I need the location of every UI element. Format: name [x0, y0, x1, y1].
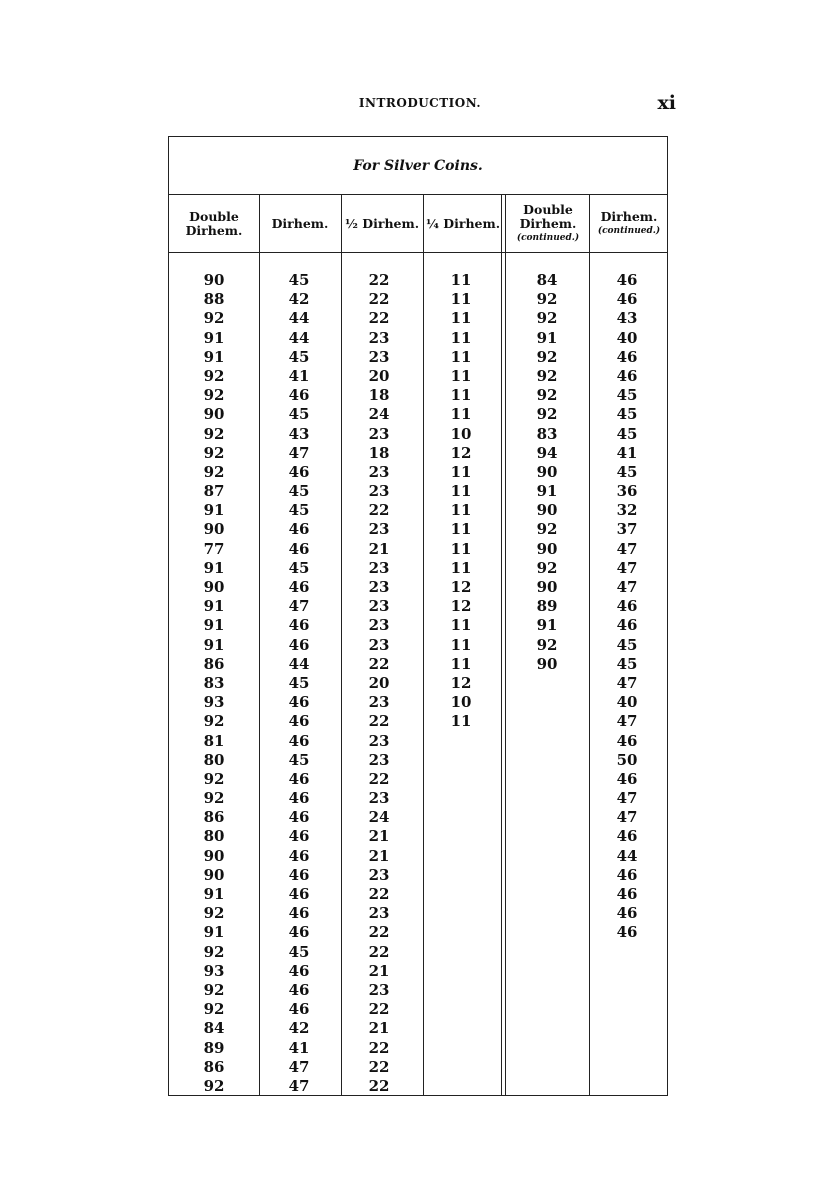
table-cell: 11: [450, 271, 472, 289]
table-cell: 89: [203, 1038, 225, 1057]
header-dirhem-continued: [590, 195, 668, 253]
table-cell: 86: [203, 654, 225, 673]
table-cell: 92: [536, 558, 558, 577]
table-cell: 43: [288, 424, 310, 443]
table-cell: 11: [450, 328, 472, 347]
table-cell: 83: [203, 673, 225, 692]
table-cell: 45: [288, 271, 310, 289]
table-cell: 90: [536, 462, 558, 481]
table-cell: 23: [368, 635, 390, 654]
silver-coins-table: [168, 136, 668, 1096]
table-cell: 90: [536, 578, 558, 596]
table-cell: 90: [536, 654, 558, 673]
table-cell: 23: [368, 616, 390, 635]
table-cell: 88: [203, 290, 225, 309]
table-cell: 24: [368, 808, 390, 827]
header-label: Double Dirhem.: [519, 202, 577, 231]
table-cell: 47: [616, 673, 638, 692]
table-cell: 22: [368, 769, 390, 788]
table-cell: 83: [536, 424, 558, 443]
table-cell: 23: [368, 462, 390, 481]
table-cell: 46: [616, 366, 638, 385]
table-cell: 46: [288, 827, 310, 846]
table-cell: 22: [368, 501, 390, 520]
table-cell: 92: [536, 520, 558, 539]
table-cell: 46: [616, 904, 638, 923]
table-cell: 11: [450, 309, 472, 328]
column-dirhem: [269, 271, 329, 1096]
table-cell: 92: [203, 789, 225, 808]
table-cell: 46: [288, 731, 310, 750]
column-quarter-dirhem: [431, 271, 491, 732]
table-cell: 22: [368, 1000, 390, 1019]
table-cell: 45: [616, 386, 638, 405]
table-cell: 46: [288, 712, 310, 731]
column-divider: [341, 195, 342, 1095]
table-cell: 81: [203, 731, 225, 750]
table-cell: 90: [203, 520, 225, 539]
table-cell: 91: [203, 328, 225, 347]
table-cell: 92: [536, 309, 558, 328]
table-cell: 23: [368, 520, 390, 539]
table-cell: 91: [536, 482, 558, 501]
table-cell: 80: [203, 827, 225, 846]
table-cell: 37: [616, 520, 638, 539]
table-cell: 94: [536, 443, 558, 462]
table-cell: 46: [288, 578, 310, 596]
table-cell: 45: [288, 501, 310, 520]
table-cell: 93: [203, 693, 225, 712]
table-cell: 45: [288, 405, 310, 424]
table-cell: 21: [368, 846, 390, 865]
table-cell: 92: [203, 769, 225, 788]
table-cell: 41: [288, 1038, 310, 1057]
table-cell: 44: [288, 654, 310, 673]
table-cell: 46: [616, 347, 638, 366]
table-cell: 11: [450, 386, 472, 405]
column-dirhem-continued: [597, 271, 657, 943]
table-cell: 10: [450, 424, 472, 443]
column-divider: [259, 195, 260, 1095]
table-cell: 23: [368, 482, 390, 501]
table-cell: 87: [203, 482, 225, 501]
table-cell: 47: [616, 789, 638, 808]
table-cell: 46: [288, 961, 310, 980]
table-cell: 47: [616, 558, 638, 577]
table-cell: 90: [203, 578, 225, 596]
table-cell: 46: [288, 808, 310, 827]
column-headers: [169, 195, 667, 253]
table-cell: 92: [203, 980, 225, 999]
table-cell: 47: [288, 1057, 310, 1076]
table-cell: 46: [616, 865, 638, 884]
header-label: Dirhem.: [271, 216, 329, 231]
table-cell: 92: [203, 1000, 225, 1019]
table-cell: 22: [368, 290, 390, 309]
table-cell: 91: [536, 616, 558, 635]
table-cell: 11: [450, 712, 472, 731]
table-cell: 12: [450, 578, 472, 596]
table-cell: 36: [616, 482, 638, 501]
table-cell: 21: [368, 961, 390, 980]
table-cell: 45: [616, 654, 638, 673]
table-cell: 47: [616, 578, 638, 596]
table-cell: 22: [368, 923, 390, 942]
table-cell: 91: [203, 616, 225, 635]
table-cell: 92: [203, 366, 225, 385]
table-cell: 23: [368, 578, 390, 596]
table-cell: 23: [368, 750, 390, 769]
running-title: INTRODUCTION.: [358, 96, 482, 110]
table-cell: 11: [450, 654, 472, 673]
table-cell: 23: [368, 424, 390, 443]
table-cell: 46: [288, 904, 310, 923]
table-cell: 46: [288, 865, 310, 884]
table-cell: 46: [288, 386, 310, 405]
table-cell: 86: [203, 1057, 225, 1076]
table-cell: 47: [616, 712, 638, 731]
table-cell: 46: [288, 462, 310, 481]
table-cell: 45: [288, 482, 310, 501]
table-cell: 46: [288, 846, 310, 865]
table-cell: 92: [536, 347, 558, 366]
table-cell: 41: [288, 366, 310, 385]
table-cell: 45: [288, 942, 310, 961]
table-cell: 44: [288, 328, 310, 347]
header-label: Dirhem.: [600, 209, 658, 224]
header-dirhem: [259, 195, 341, 253]
table-cell: 11: [450, 635, 472, 654]
table-cell: 23: [368, 558, 390, 577]
table-cell: 11: [450, 405, 472, 424]
table-cell: 18: [368, 386, 390, 405]
header-sub: (continued.): [597, 226, 661, 236]
table-cell: 40: [616, 693, 638, 712]
table-cell: 90: [536, 501, 558, 520]
table-cell: 50: [616, 750, 638, 769]
column-divider: [589, 195, 590, 1095]
table-cell: 86: [203, 808, 225, 827]
table-cell: 22: [368, 1076, 390, 1095]
table-cell: 23: [368, 789, 390, 808]
table-cell: 43: [616, 309, 638, 328]
table-cell: 91: [203, 923, 225, 942]
table-cell: 90: [203, 405, 225, 424]
column-divider-double: [501, 195, 506, 1095]
table-cell: 12: [450, 597, 472, 616]
table-cell: 89: [536, 597, 558, 616]
table-cell: 92: [203, 462, 225, 481]
table-cell: 92: [203, 1076, 225, 1095]
header-quarter-dirhem: [423, 195, 503, 253]
column-divider: [423, 195, 424, 1095]
table-cell: 45: [616, 635, 638, 654]
table-cell: 21: [368, 1019, 390, 1038]
table-cell: 20: [368, 366, 390, 385]
table-cell: 11: [450, 462, 472, 481]
table-cell: 92: [536, 290, 558, 309]
table-cell: 10: [450, 693, 472, 712]
table-caption: For Silver Coins.: [169, 137, 667, 195]
table-cell: 11: [450, 347, 472, 366]
table-cell: 18: [368, 443, 390, 462]
table-cell: 11: [450, 290, 472, 309]
table-cell: 84: [203, 1019, 225, 1038]
table-cell: 46: [616, 290, 638, 309]
table-cell: 46: [288, 1000, 310, 1019]
table-cell: 46: [288, 769, 310, 788]
table-cell: 47: [288, 1076, 310, 1095]
table-cell: 92: [536, 386, 558, 405]
header-double-dirhem-continued: [506, 195, 590, 253]
table-cell: 80: [203, 750, 225, 769]
table-cell: 47: [288, 443, 310, 462]
table-cell: 47: [288, 597, 310, 616]
table-cell: 90: [203, 865, 225, 884]
table-cell: 11: [450, 539, 472, 558]
header-sub: (continued.): [516, 233, 580, 243]
table-cell: 90: [203, 271, 225, 289]
table-cell: 20: [368, 673, 390, 692]
table-cell: 45: [288, 558, 310, 577]
header-half-dirhem: [341, 195, 423, 253]
table-cell: 90: [536, 539, 558, 558]
table-cell: 77: [203, 539, 225, 558]
table-cell: 45: [288, 347, 310, 366]
table-cell: 45: [616, 424, 638, 443]
table-cell: 44: [616, 846, 638, 865]
table-cell: 23: [368, 904, 390, 923]
table-cell: 45: [288, 673, 310, 692]
table-cell: 46: [288, 789, 310, 808]
table-cell: 22: [368, 1038, 390, 1057]
header-label: ½ Dirhem.: [344, 216, 420, 231]
table-cell: 46: [288, 520, 310, 539]
table-cell: 23: [368, 597, 390, 616]
table-cell: 11: [450, 558, 472, 577]
table-cell: 45: [616, 462, 638, 481]
column-half-dirhem: [349, 271, 409, 1096]
table-cell: 40: [616, 328, 638, 347]
table-cell: 46: [616, 597, 638, 616]
table-cell: 22: [368, 309, 390, 328]
table-cell: 23: [368, 731, 390, 750]
table-cell: 46: [616, 923, 638, 942]
table-cell: 92: [536, 366, 558, 385]
table-cell: 22: [368, 885, 390, 903]
table-cell: 92: [203, 443, 225, 462]
table-cell: 32: [616, 501, 638, 520]
table-cell: 84: [536, 271, 558, 289]
table-cell: 91: [203, 635, 225, 654]
table-cell: 91: [536, 328, 558, 347]
table-cell: 46: [616, 827, 638, 846]
table-cell: 46: [288, 980, 310, 999]
column-double-dirhem-continued: [517, 271, 577, 674]
table-cell: 22: [368, 712, 390, 731]
table-cell: 44: [288, 309, 310, 328]
table-cell: 92: [203, 386, 225, 405]
table-cell: 21: [368, 539, 390, 558]
table-cell: 21: [368, 827, 390, 846]
table-cell: 47: [616, 539, 638, 558]
table-cell: 11: [450, 366, 472, 385]
table-cell: 90: [203, 846, 225, 865]
table-cell: 46: [616, 271, 638, 289]
table-cell: 92: [203, 904, 225, 923]
table-cell: 45: [288, 750, 310, 769]
table-cell: 91: [203, 558, 225, 577]
table-cell: 22: [368, 942, 390, 961]
table-cell: 45: [616, 405, 638, 424]
table-cell: 46: [616, 769, 638, 788]
table-cell: 12: [450, 443, 472, 462]
table-cell: 11: [450, 616, 472, 635]
table-cell: 46: [616, 616, 638, 635]
table-cell: 23: [368, 328, 390, 347]
table-cell: 92: [203, 424, 225, 443]
table-cell: 41: [616, 443, 638, 462]
table-cell: 91: [203, 501, 225, 520]
table-cell: 46: [288, 539, 310, 558]
table-cell: 93: [203, 961, 225, 980]
table-cell: 42: [288, 290, 310, 309]
table-cell: 92: [203, 942, 225, 961]
table-cell: 46: [288, 693, 310, 712]
table-cell: 91: [203, 347, 225, 366]
running-head: [0, 92, 840, 118]
table-cell: 46: [288, 885, 310, 903]
table-cell: 46: [288, 616, 310, 635]
table-cell: 23: [368, 980, 390, 999]
table-cell: 12: [450, 673, 472, 692]
table-cell: 24: [368, 405, 390, 424]
header-double-dirhem: [169, 195, 259, 253]
header-label: ¼ Dirhem.: [425, 216, 501, 231]
page-number: xi: [657, 92, 676, 114]
table-cell: 42: [288, 1019, 310, 1038]
table-cell: 22: [368, 1057, 390, 1076]
table-cell: 46: [288, 923, 310, 942]
table-cell: 46: [616, 885, 638, 903]
table-cell: 22: [368, 271, 390, 289]
table-cell: 91: [203, 597, 225, 616]
table-cell: 92: [536, 405, 558, 424]
table-cell: 46: [288, 635, 310, 654]
table-cell: 47: [616, 808, 638, 827]
table-cell: 23: [368, 347, 390, 366]
table-cell: 92: [536, 635, 558, 654]
table-cell: 23: [368, 865, 390, 884]
column-double-dirhem: [184, 271, 244, 1096]
table-cell: 46: [616, 731, 638, 750]
header-label: Double Dirhem.: [185, 209, 243, 238]
table-cell: 11: [450, 520, 472, 539]
table-cell: 11: [450, 482, 472, 501]
table-cell: 11: [450, 501, 472, 520]
table-cell: 92: [203, 309, 225, 328]
table-cell: 23: [368, 693, 390, 712]
table-cell: 92: [203, 712, 225, 731]
table-cell: 22: [368, 654, 390, 673]
table-cell: 91: [203, 885, 225, 903]
